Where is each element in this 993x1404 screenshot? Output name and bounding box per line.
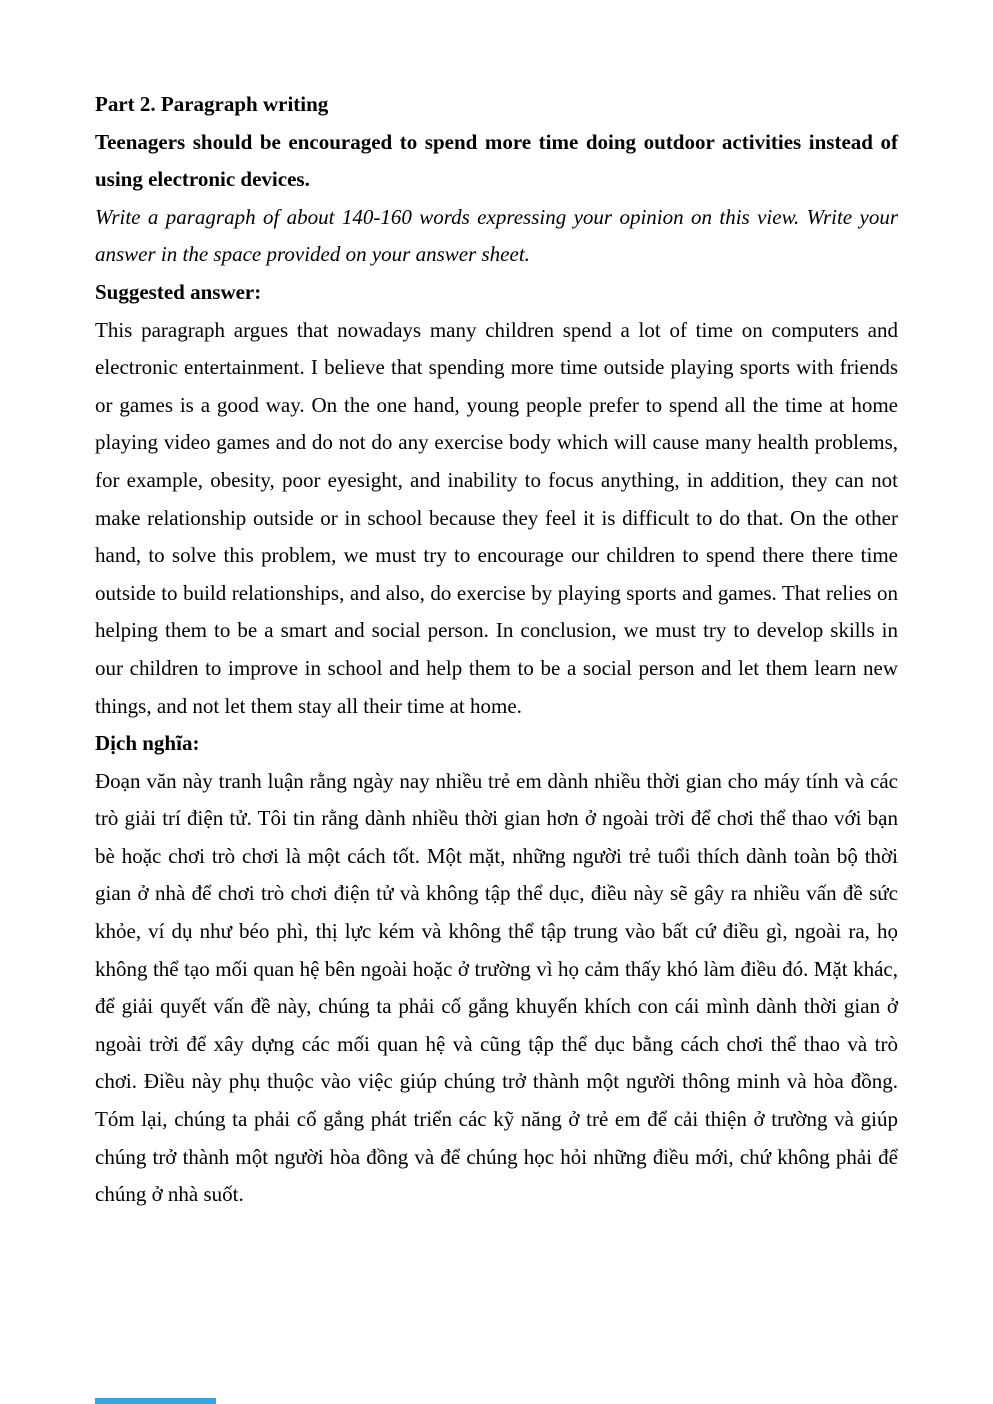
suggested-answer-label: Suggested answer: bbox=[95, 279, 262, 304]
document-content bbox=[95, 86, 898, 1214]
writing-instructions: Write a paragraph of about 140-160 words expressing your opinion on this view. Write your answer in the space provided on your answer sheet. bbox=[95, 204, 898, 267]
suggested-answer-paragraph: This paragraph argues that nowadays many children spend a lot of time on computers and electronic entertainment. I believe that spending more time outside playing sports with friends or games is a good way. On the one hand, young people prefer to spend all the time at home playing video games and do not do any exercise body which will cause many health problems, for example, obesity, poor eyesight, and inability to focus anything, in addition, they can not make relationship outside or in school because they feel it is difficult to do that. On the other hand, to solve this problem, we must try to encourage our children to spend there there time outside to build relationships, and also, do exercise by playing sports and games. That relies on helping them to be a smart and social person. In conclusion, we must try to develop skills in our children to improve in school and help them to be a social person and let them learn new things, and not let them stay all their time at home. bbox=[95, 317, 898, 718]
translation-paragraph: Đoạn văn này tranh luận rằng ngày nay nhiều trẻ em dành nhiều thời gian cho máy tính và các trò giải trí điện tử. Tôi tin rằng dành nhiều thời gian hơn ở ngoài trời để chơi thể thao với bạn bè hoặc chơi trò chơi là một cách tốt. Một mặt, những người trẻ tuổi thích dành toàn bộ thời gian ở nhà để chơi trò chơi điện tử và không tập thể dục, điều này sẽ gây ra nhiều vấn đề sức khỏe, ví dụ như béo phì, thị lực kém và không thể tập trung vào bất cứ điều gì, ngoài ra, họ không thể tạo mối quan hệ bên ngoài hoặc ở trường vì họ cảm thấy khó làm điều đó. Mặt khác, để giải quyết vấn đề này, chúng ta phải cố gắng khuyến khích con cái mình dành thời gian ở ngoài trời để xây dựng các mối quan hệ và cũng tập thể dục bằng cách chơi thể thao và trò chơi. Điều này phụ thuộc vào việc giúp chúng trở thành một người thông minh và hòa đồng. Tóm lại, chúng ta phải cố gắng phát triển các kỹ năng ở trẻ em để cải thiện ở trường và giúp chúng trở thành một người hòa đồng và để chúng học hỏi những điều mới, chứ không phải để chúng ở nhà suốt. bbox=[95, 768, 898, 1207]
part-heading: Part 2. Paragraph writing bbox=[95, 92, 329, 116]
bottom-partial-blue-bar bbox=[95, 1398, 216, 1404]
writing-prompt: Teenagers should be encouraged to spend more time doing outdoor activities instead of using electronic devices. bbox=[95, 129, 898, 192]
translation-label: Dịch nghĩa: bbox=[95, 731, 200, 756]
